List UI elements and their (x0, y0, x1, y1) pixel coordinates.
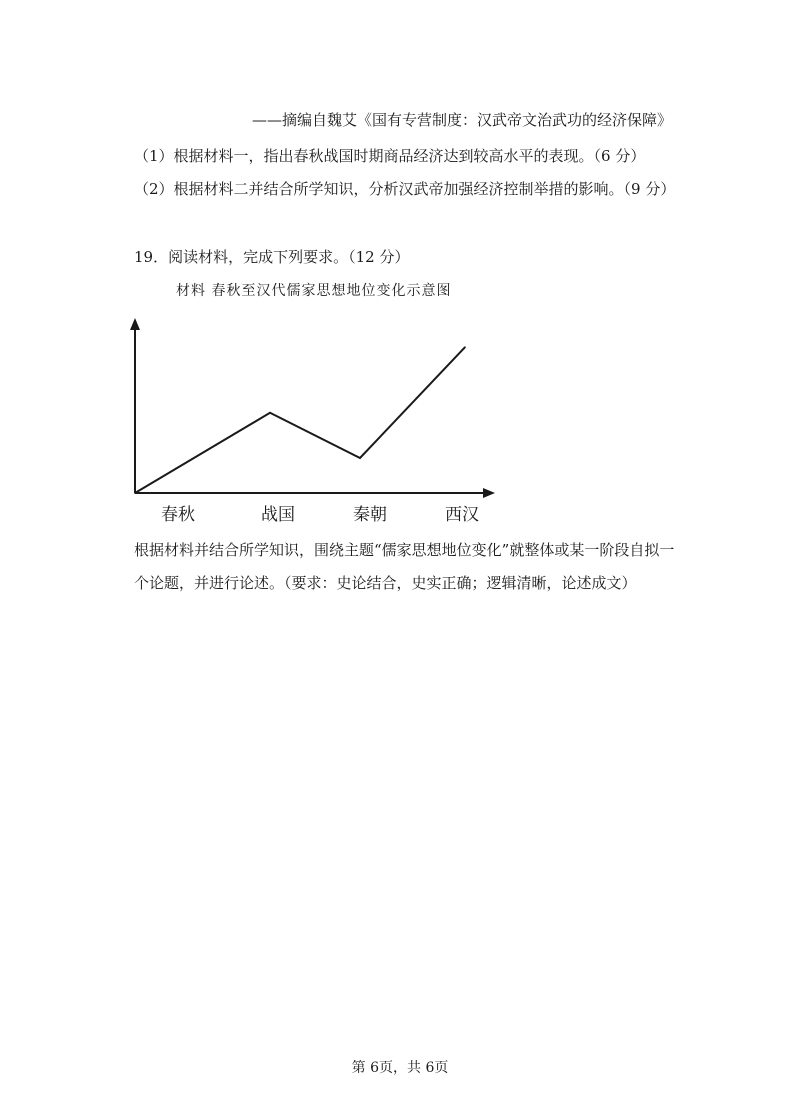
question-18-1: （1）根据材料一，指出春秋战国时期商品经济达到较高水平的表现。（6 分） (134, 147, 646, 165)
x-tick-label-4: 西汉 (445, 505, 479, 525)
question-19-prompt-line-2: 个论题，并进行论述。（要求：史论结合，史实正确；逻辑清晰，论述成文） (134, 574, 637, 592)
question-19-heading: 19．阅读材料，完成下列要求。（12 分） (134, 248, 410, 266)
chart-x-tick-labels (161, 505, 479, 525)
x-tick-label-1: 春秋 (161, 505, 195, 525)
data-point-2 (269, 412, 271, 414)
series-line (135, 347, 465, 493)
data-point-4 (464, 346, 466, 348)
confucianism-status-chart (120, 310, 510, 530)
page-number: 第 6页，共 6页 (351, 1060, 449, 1076)
data-point-3 (359, 457, 361, 459)
chart-axes (130, 318, 495, 498)
question-19-prompt-line-1: 根据材料并结合所学知识，围绕主题“儒家思想地位变化”就整体或某一阶段自拟一 (134, 541, 675, 559)
x-axis-arrow (483, 488, 495, 498)
y-axis-arrow (130, 318, 140, 330)
x-tick-label-3: 秦朝 (353, 505, 387, 525)
question-18-2: （2）根据材料二并结合所学知识，分析汉武帝加强经济控制举措的影响。（9 分） (134, 180, 676, 198)
x-tick-label-2: 战国 (261, 505, 295, 525)
material-title: 材料 春秋至汉代儒家思想地位变化示意图 (176, 283, 452, 299)
source-citation: ——摘编自魏艾《国有专营制度：汉武帝文治武功的经济保障》 (251, 111, 672, 129)
data-point-1 (134, 492, 136, 494)
chart-series (134, 346, 466, 493)
